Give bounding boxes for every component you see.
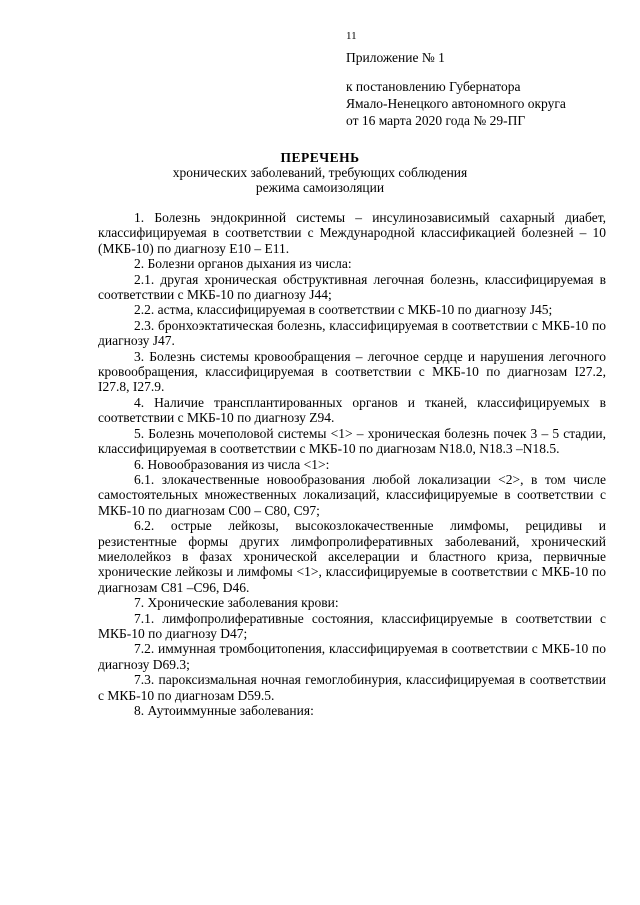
list-item: 2.3. бронхоэктатическая болезнь, классифицируемая в соответствии с МКБ-10 по диагнозу J47. xyxy=(98,317,606,349)
page-number: 11 xyxy=(346,30,357,42)
list-item: 4. Наличие трансплантированных органов и тканей, классифицируемых в соответствии с МКБ-10 по диагнозу Z94. xyxy=(98,394,606,426)
list-item: 7. Хронические заболевания крови: xyxy=(134,595,339,611)
list-item: 7.3. пароксизмальная ночная гемоглобинурия, классифицируемая в соответствии с МКБ-10 по диагнозам D59.5. xyxy=(98,672,606,703)
appendix-header xyxy=(346,49,566,129)
appendix-line-3: от 16 марта 2020 года № 29-ПГ xyxy=(346,113,526,128)
list-item: 6.2. острые лейкозы, высокозлокачественные лимфомы, рецидивы и резистентные формы других лимфопролиферативных заболеваний, хронический миелолейкоз в фазах хронической акселерации и бластного криза, первичные хронические лейкозы и лимфомы <1>, классифицируемые в соответствии с МКБ-10 по диагнозам C81 –C96, D46. xyxy=(98,518,606,595)
list-item: 2.2. астма, классифицируемая в соответствии с МКБ-10 по диагнозу J45; xyxy=(134,302,553,318)
list-item: 6.1. злокачественные новообразования любой локализации <2>, в том числе самостоятельных множественных локализаций, классифицируемые в соответствии с МКБ-10 по диагнозам C00 – C80, C97; xyxy=(98,471,606,518)
list-item: 8. Аутоиммунные заболевания: xyxy=(134,703,314,718)
list-item: 3. Болезнь системы кровообращения – легочное сердце и нарушения легочного кровообращения, классифицируемая в соответствии с МКБ-10 по диагнозам I27.2, I27.8, I27.9. xyxy=(98,348,606,395)
list-item: 7.1. лимфопролиферативные состояния, классифицируемые в соответствии с МКБ-10 по диагнозу D47; xyxy=(98,610,606,641)
list-item: 7.2. иммунная тромбоцитопения, классифицируемая в соответствии с МКБ-10 по диагнозу D69.3; xyxy=(98,641,606,672)
document-body xyxy=(98,210,606,718)
document-heading xyxy=(0,150,640,195)
appendix-line-1: к постановлению Губернатора xyxy=(346,79,521,94)
list-item: 2. Болезни органов дыхания из числа: xyxy=(134,256,352,272)
list-item: 6. Новообразования из числа <1>: xyxy=(134,456,330,472)
list-item: 1. Болезнь эндокринной системы – инсулинозависимый сахарный диабет, классифицируемая в соответствии с Международной классификацией болезней – 10 (МКБ-10) по диагнозу E10 – E11. xyxy=(98,210,606,256)
appendix-title: Приложение № 1 xyxy=(346,50,445,65)
heading-title: ПЕРЕЧЕНЬ xyxy=(280,150,360,165)
list-item: 5. Болезнь мочеполовой системы <1> – хроническая болезнь почек 3 – 5 стадии, классифицируемая в соответствии с МКБ-10 по диагнозам N18.0, N18.3 –N18.5. xyxy=(98,425,606,457)
list-item: 2.1. другая хроническая обструктивная легочная болезнь, классифицируемая в соответствии с МКБ-10 по диагнозу J44; xyxy=(98,271,606,303)
heading-line-1: хронических заболеваний, требующих соблюдения xyxy=(172,165,468,180)
appendix-line-2: Ямало-Ненецкого автономного округа xyxy=(346,96,566,111)
heading-line-2: режима самоизоляции xyxy=(255,180,385,195)
